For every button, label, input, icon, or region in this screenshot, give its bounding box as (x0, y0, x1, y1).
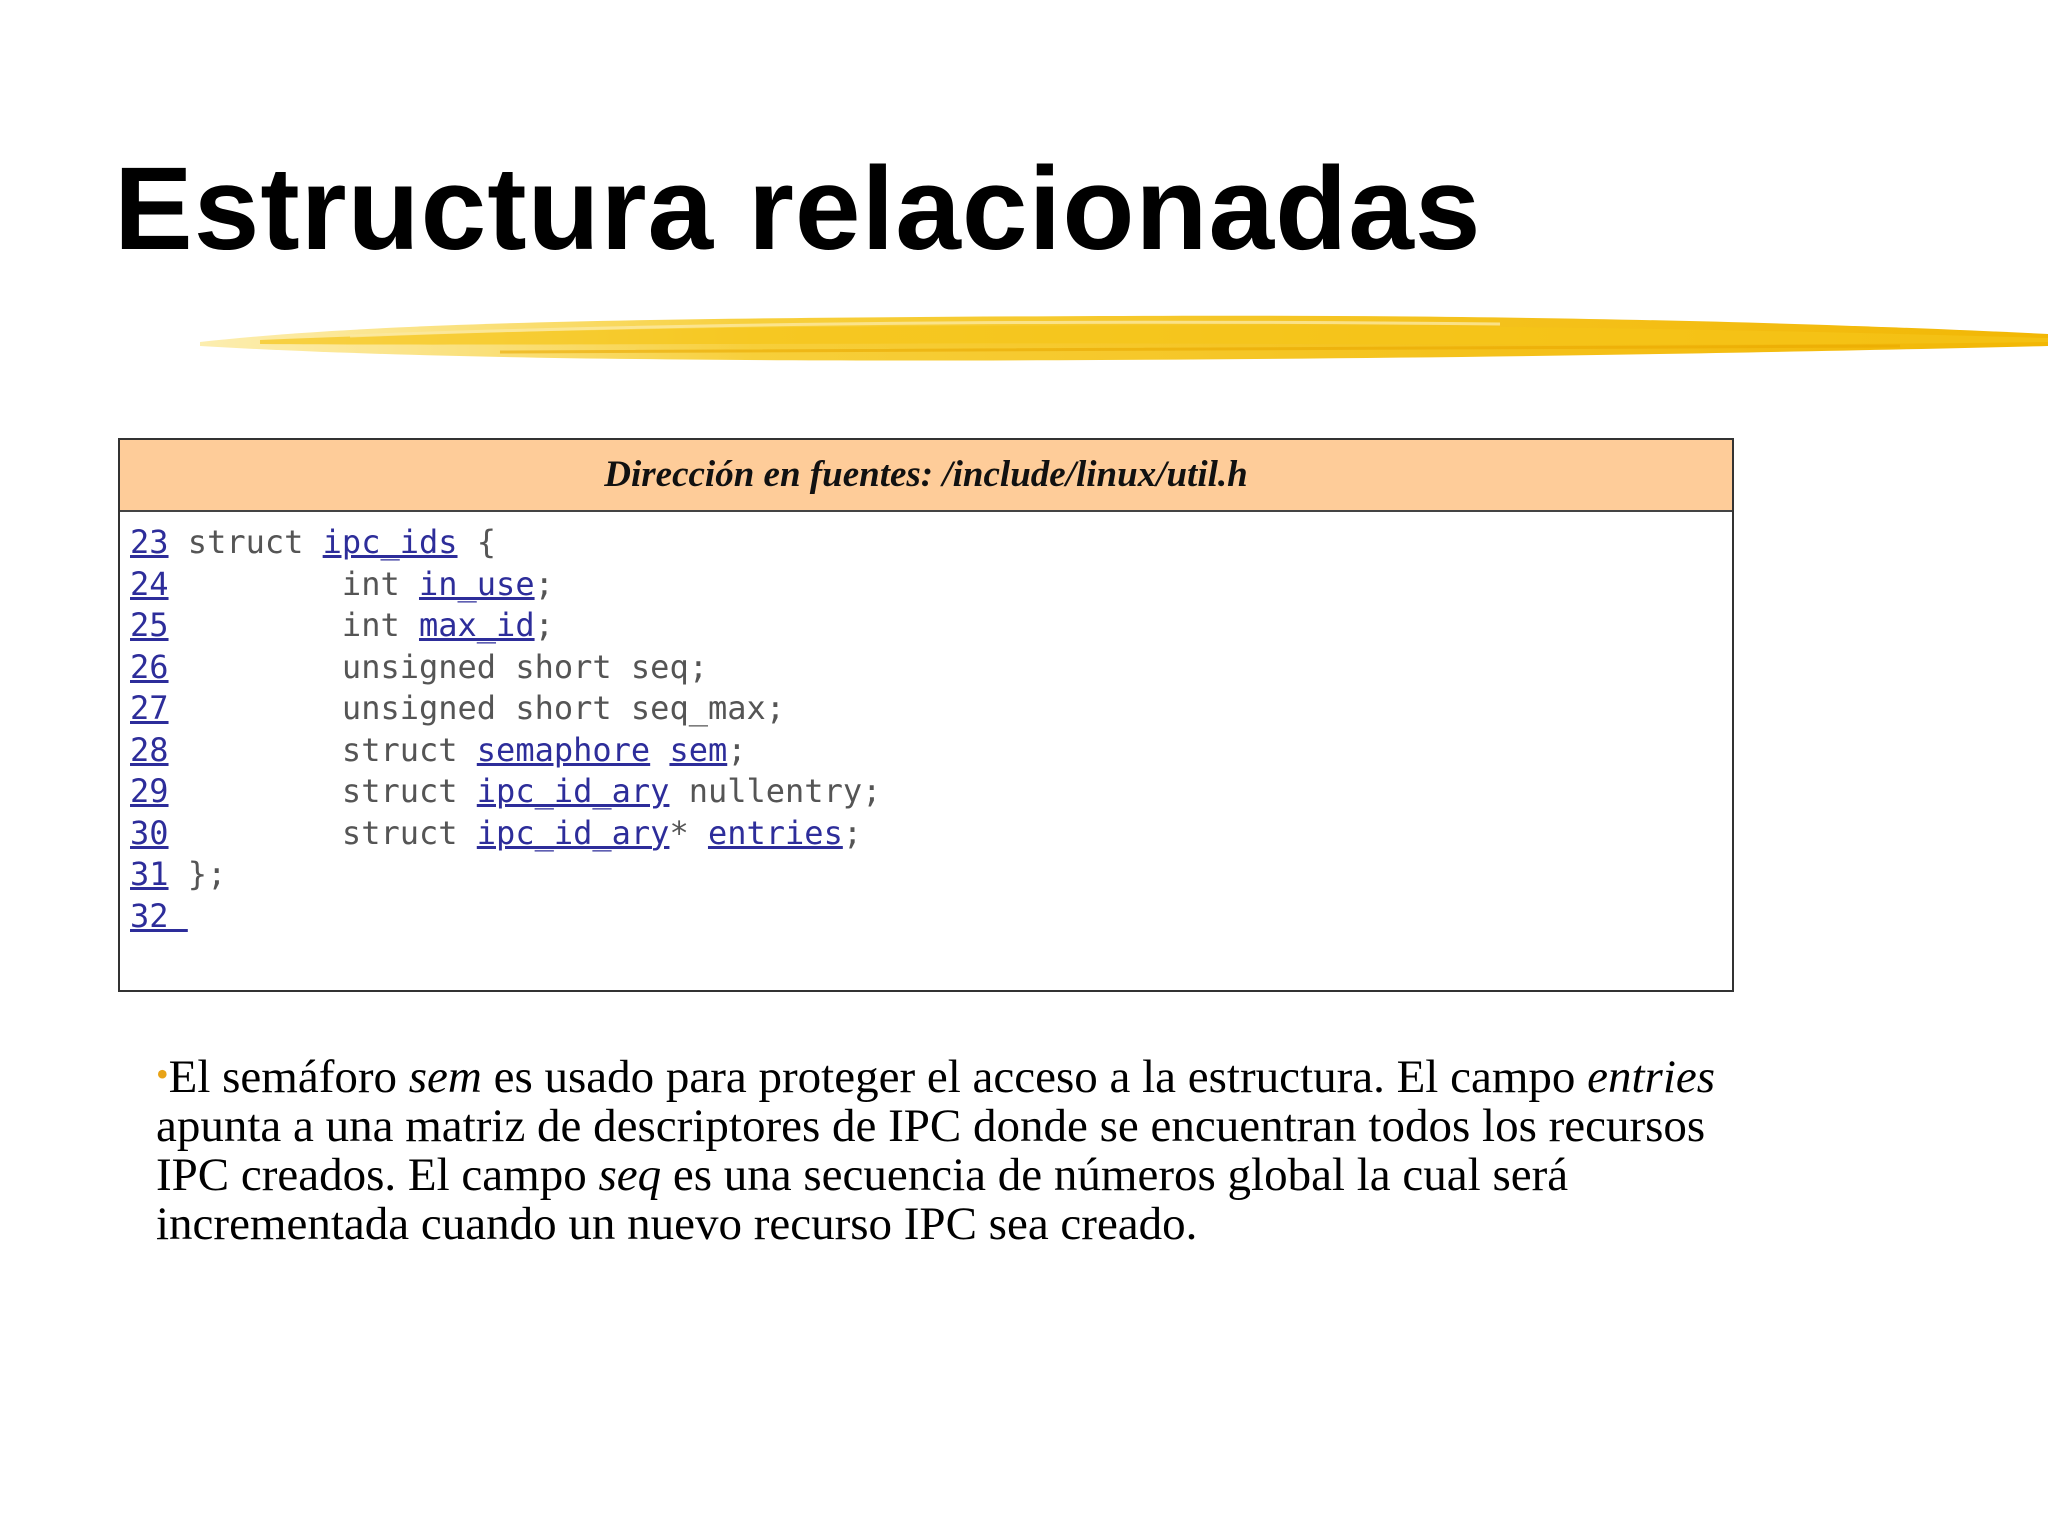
code-line (130, 896, 1732, 938)
code-text: int (168, 606, 419, 644)
code-text: int (168, 564, 419, 603)
code-text: ; (727, 730, 747, 769)
italic-term: sem (408, 1051, 482, 1103)
identifier-link[interactable]: ipc_id_ary (476, 772, 670, 810)
code-line (130, 771, 1732, 813)
explanation-paragraph (156, 1050, 1716, 1249)
line-number-link[interactable]: 30 (130, 813, 169, 852)
identifier-link[interactable]: sem (669, 730, 728, 769)
italic-term: entries (1587, 1051, 1716, 1103)
identifier-link[interactable]: ipc_id_ary (476, 813, 670, 852)
code-line (130, 522, 1732, 564)
identifier-link[interactable]: max_id (418, 606, 535, 644)
code-text: ; (534, 564, 554, 603)
code-text: * (669, 813, 708, 852)
code-line (130, 564, 1732, 606)
paragraph-text: es una secuencia de números global la cual será incrementada cuando un nuevo recurso IPC sea creado. (156, 1149, 1569, 1250)
code-line (130, 730, 1732, 772)
code-text: nullentry; (669, 772, 882, 810)
code-panel-header: Dirección en fuentes: /include/linux/util.h (120, 440, 1732, 512)
code-text: ; (534, 606, 554, 644)
bullet-icon: • (156, 1054, 169, 1094)
code-text: unsigned short seq_max; (168, 689, 786, 727)
code-text (650, 731, 669, 769)
paragraph-text: apunta a una matriz de descriptores de IPC donde se encuentran todos los recursos IPC creados. El campo (156, 1100, 1706, 1201)
line-number-link[interactable]: 28 (130, 730, 169, 769)
identifier-link[interactable]: ipc_ids (322, 523, 458, 561)
line-number-link[interactable]: 23 (130, 523, 169, 561)
yellow-brush-stroke-decoration (200, 300, 2048, 380)
code-text: { (457, 523, 497, 561)
code-line (130, 688, 1732, 730)
italic-term: seq (598, 1149, 662, 1201)
code-line (130, 605, 1732, 647)
code-text: struct (168, 772, 477, 810)
code-text: struct (168, 730, 477, 769)
paragraph-text: es usado para proteger el acceso a la estructura. El campo (481, 1051, 1588, 1103)
line-number-link[interactable]: 32 (130, 896, 188, 935)
identifier-link[interactable]: entries (707, 813, 843, 852)
code-line (130, 647, 1732, 689)
source-code-panel (118, 438, 1734, 992)
slide-title: Estructura relacionadas (114, 143, 1482, 275)
code-text: unsigned short seq; (168, 647, 708, 686)
code-listing (120, 512, 1732, 937)
line-number-link[interactable]: 26 (130, 647, 169, 686)
identifier-link[interactable]: semaphore (476, 730, 651, 769)
code-text: struct (168, 813, 477, 852)
code-text: struct (168, 523, 323, 561)
code-line (130, 813, 1732, 855)
line-number-link[interactable]: 27 (130, 689, 169, 727)
identifier-link[interactable]: in_use (418, 564, 535, 603)
line-number-link[interactable]: 24 (130, 564, 169, 603)
line-number-link[interactable]: 25 (130, 606, 169, 644)
code-text: }; (168, 855, 227, 893)
paragraph-text: El semáforo (168, 1051, 409, 1103)
line-number-link[interactable]: 31 (130, 855, 169, 893)
code-line (130, 854, 1732, 896)
code-text: ; (842, 813, 863, 852)
line-number-link[interactable]: 29 (130, 772, 169, 810)
